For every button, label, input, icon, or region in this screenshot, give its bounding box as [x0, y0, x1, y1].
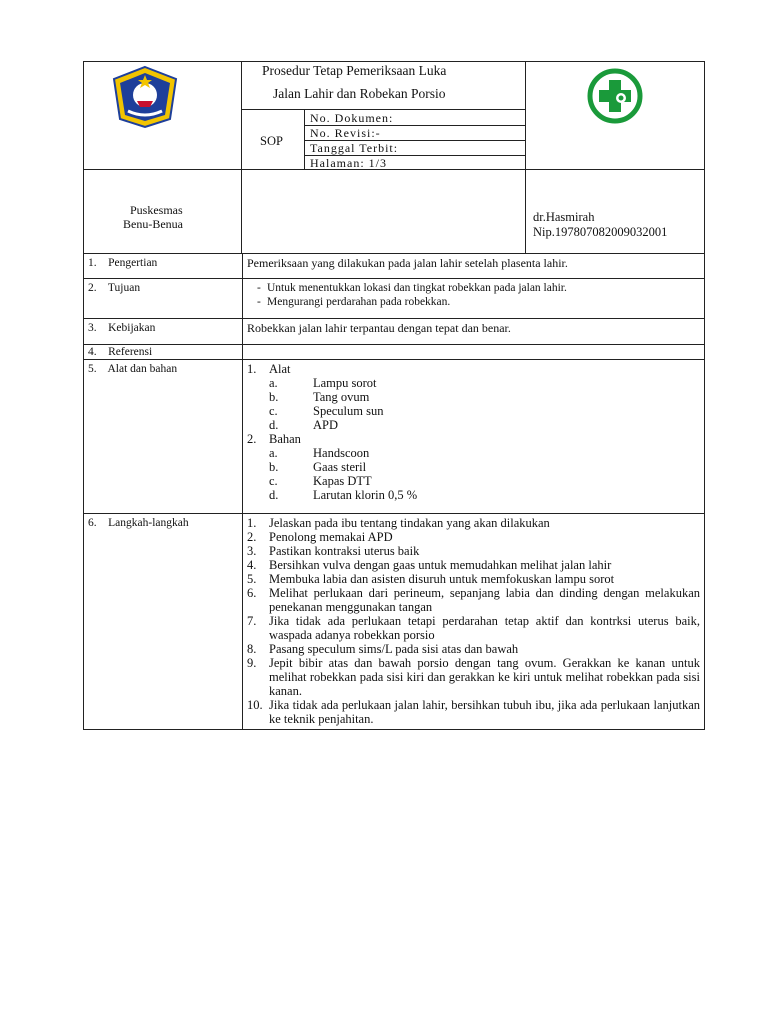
item-text: Gaas steril: [313, 460, 367, 474]
revision-number: No. Revisi:-: [310, 126, 381, 140]
list-item: [247, 432, 700, 502]
steps-list: [247, 516, 700, 726]
sop-table: [83, 253, 705, 730]
table-row: [84, 360, 705, 514]
step-number: 10.: [247, 698, 263, 712]
item-text: Lampu sorot: [313, 376, 377, 390]
signer-nip: Nip.197807082009032001: [533, 225, 668, 239]
step-text: Bersihkan vulva dengan gaas untuk memudahkan melihat jalan lahir: [269, 558, 612, 572]
list-item: - Untuk menentukkan lokasi dan tingkat robekkan pada jalan lahir.: [247, 281, 700, 295]
row-label: [84, 254, 243, 279]
row-number: 6.: [88, 517, 97, 529]
row-label-text: Tujuan: [107, 282, 141, 294]
item-text: Handscoon: [313, 446, 370, 460]
list-item: [247, 642, 700, 656]
border: [83, 61, 84, 253]
item-letter: a.: [269, 376, 278, 390]
sop-label: SOP: [260, 134, 283, 148]
step-text: Jika tidak ada perlukaan tetapi perdarahan tetap aktif dan kontrksi uterus baik, waspada adanya robekkan porsio: [269, 614, 700, 642]
divider: [241, 109, 525, 110]
table-row: [84, 279, 705, 319]
list-item: [247, 516, 700, 530]
title-line-1: Prosedur Tetap Pemeriksaan Luka: [262, 63, 447, 78]
document-header: [83, 61, 705, 253]
group-name: Bahan: [269, 432, 301, 446]
list-item: [269, 446, 700, 460]
row-label: [84, 360, 243, 514]
sub-list: [269, 446, 700, 502]
step-text: Pastikan kontraksi uterus baik: [269, 544, 420, 558]
step-text: Pasang speculum sims/L pada sisi atas dan bawah: [269, 642, 519, 656]
step-number: 2.: [247, 530, 257, 544]
item-letter: d.: [269, 418, 279, 432]
item-letter: a.: [269, 446, 278, 460]
row-label: [84, 279, 243, 319]
doc-number: No. Dokumen:: [310, 111, 394, 125]
pengertian-text: Pemeriksaan yang dilakukan pada jalan lahir setelah plasenta lahir.: [243, 254, 705, 279]
border: [83, 61, 705, 62]
step-number: 8.: [247, 642, 257, 656]
list-item: [247, 614, 700, 642]
list-item: [269, 404, 700, 418]
list-item: [247, 558, 700, 572]
step-text: Melihat perlukaan dari perineum, sepanjang labia dan dinding dengan melakukan penekanan menggunakan tangan: [269, 586, 700, 614]
health-cross-logo: [583, 68, 647, 124]
list-item: [269, 460, 700, 474]
item-text: Larutan klorin 0,5 %: [313, 488, 418, 502]
row-number: 3.: [88, 322, 97, 334]
list-item: [269, 376, 700, 390]
step-text: Penolong memakai APD: [269, 530, 393, 544]
item-letter: c.: [269, 404, 278, 418]
row-number: 1.: [88, 257, 97, 269]
step-text: Jika tidak ada perlukaan jalan lahir, bersihkan tubuh ibu, jika ada perlukaan lanjutkan ke teknik penjahitan.: [269, 698, 700, 726]
step-number: 7.: [247, 614, 257, 628]
step-text: Membuka labia dan asisten disuruh untuk memfokuskan lampu sorot: [269, 572, 615, 586]
alat-bahan-list: [247, 362, 700, 502]
divider: [525, 61, 526, 253]
org-name-line-2: Benu-Benua: [123, 217, 183, 231]
list-item: [269, 474, 700, 488]
item-text: Speculum sun: [313, 404, 384, 418]
list-item: [247, 698, 700, 726]
item-number: 1.: [247, 362, 257, 376]
group-name: Alat: [269, 362, 291, 376]
step-number: 6.: [247, 586, 257, 600]
row-label: [84, 319, 243, 345]
regional-emblem-logo: [110, 65, 180, 129]
step-number: 9.: [247, 656, 257, 670]
table-row: [84, 254, 705, 279]
alat-bahan-cell: [243, 360, 705, 514]
tujuan-cell: [243, 279, 705, 319]
row-number: 5.: [88, 363, 97, 375]
issue-date: Tanggal Terbit:: [310, 141, 399, 155]
list-item: [247, 530, 700, 544]
row-label-text: Referensi: [108, 346, 153, 358]
tujuan-list: [247, 281, 700, 309]
list-item: [247, 572, 700, 586]
item-number: 2.: [247, 432, 257, 446]
row-label-text: Kebijakan: [108, 322, 156, 334]
step-number: 1.: [247, 516, 257, 530]
step-text: Jelaskan pada ibu tentang tindakan yang akan dilakukan: [269, 516, 550, 530]
row-number: 2.: [88, 282, 97, 294]
org-name-line-1: Puskesmas: [130, 203, 183, 217]
row-label: [84, 514, 243, 730]
item-letter: c.: [269, 474, 278, 488]
row-label-text: Langkah-langkah: [108, 517, 189, 529]
item-text: APD: [313, 418, 339, 432]
list-item: [269, 390, 700, 404]
page-number: Halaman: 1/3: [310, 156, 387, 170]
row-label-text: Pengertian: [108, 257, 158, 269]
step-number: 4.: [247, 558, 257, 572]
item-letter: d.: [269, 488, 279, 502]
signer-name: dr.Hasmirah: [533, 210, 595, 224]
table-row: [84, 319, 705, 345]
list-item: - Mengurangi perdarahan pada robekkan.: [247, 295, 700, 309]
table-row: [84, 514, 705, 730]
step-text: Jepit bibir atas dan bawah porsio dengan tang ovum. Gerakkan ke kanan untuk melihat robekkan pada sisi kiri dan gerakkan ke kiri untuk melihat robekkan pada sisi kanan.: [269, 656, 700, 698]
item-letter: b.: [269, 460, 279, 474]
row-label: [84, 345, 243, 360]
row-number: 4.: [88, 346, 97, 358]
step-number: 3.: [247, 544, 257, 558]
list-item: [247, 544, 700, 558]
langkah-cell: [243, 514, 705, 730]
item-text: Kapas DTT: [313, 474, 372, 488]
title-line-2: Jalan Lahir dan Robekan Porsio: [273, 86, 446, 101]
step-number: 5.: [247, 572, 257, 586]
sub-list: [269, 376, 700, 432]
list-item: [269, 488, 700, 502]
table-row: [84, 345, 705, 360]
list-item: [247, 586, 700, 614]
row-label-text: Alat dan bahan: [107, 363, 178, 375]
border: [704, 61, 705, 253]
list-item: [247, 362, 700, 432]
item-letter: b.: [269, 390, 279, 404]
list-item: [247, 656, 700, 698]
list-item: [269, 418, 700, 432]
referensi-text: [243, 345, 705, 360]
kebijakan-text: Robekkan jalan lahir terpantau dengan tepat dan benar.: [243, 319, 705, 345]
item-text: Tang ovum: [313, 390, 370, 404]
divider: [241, 61, 242, 253]
